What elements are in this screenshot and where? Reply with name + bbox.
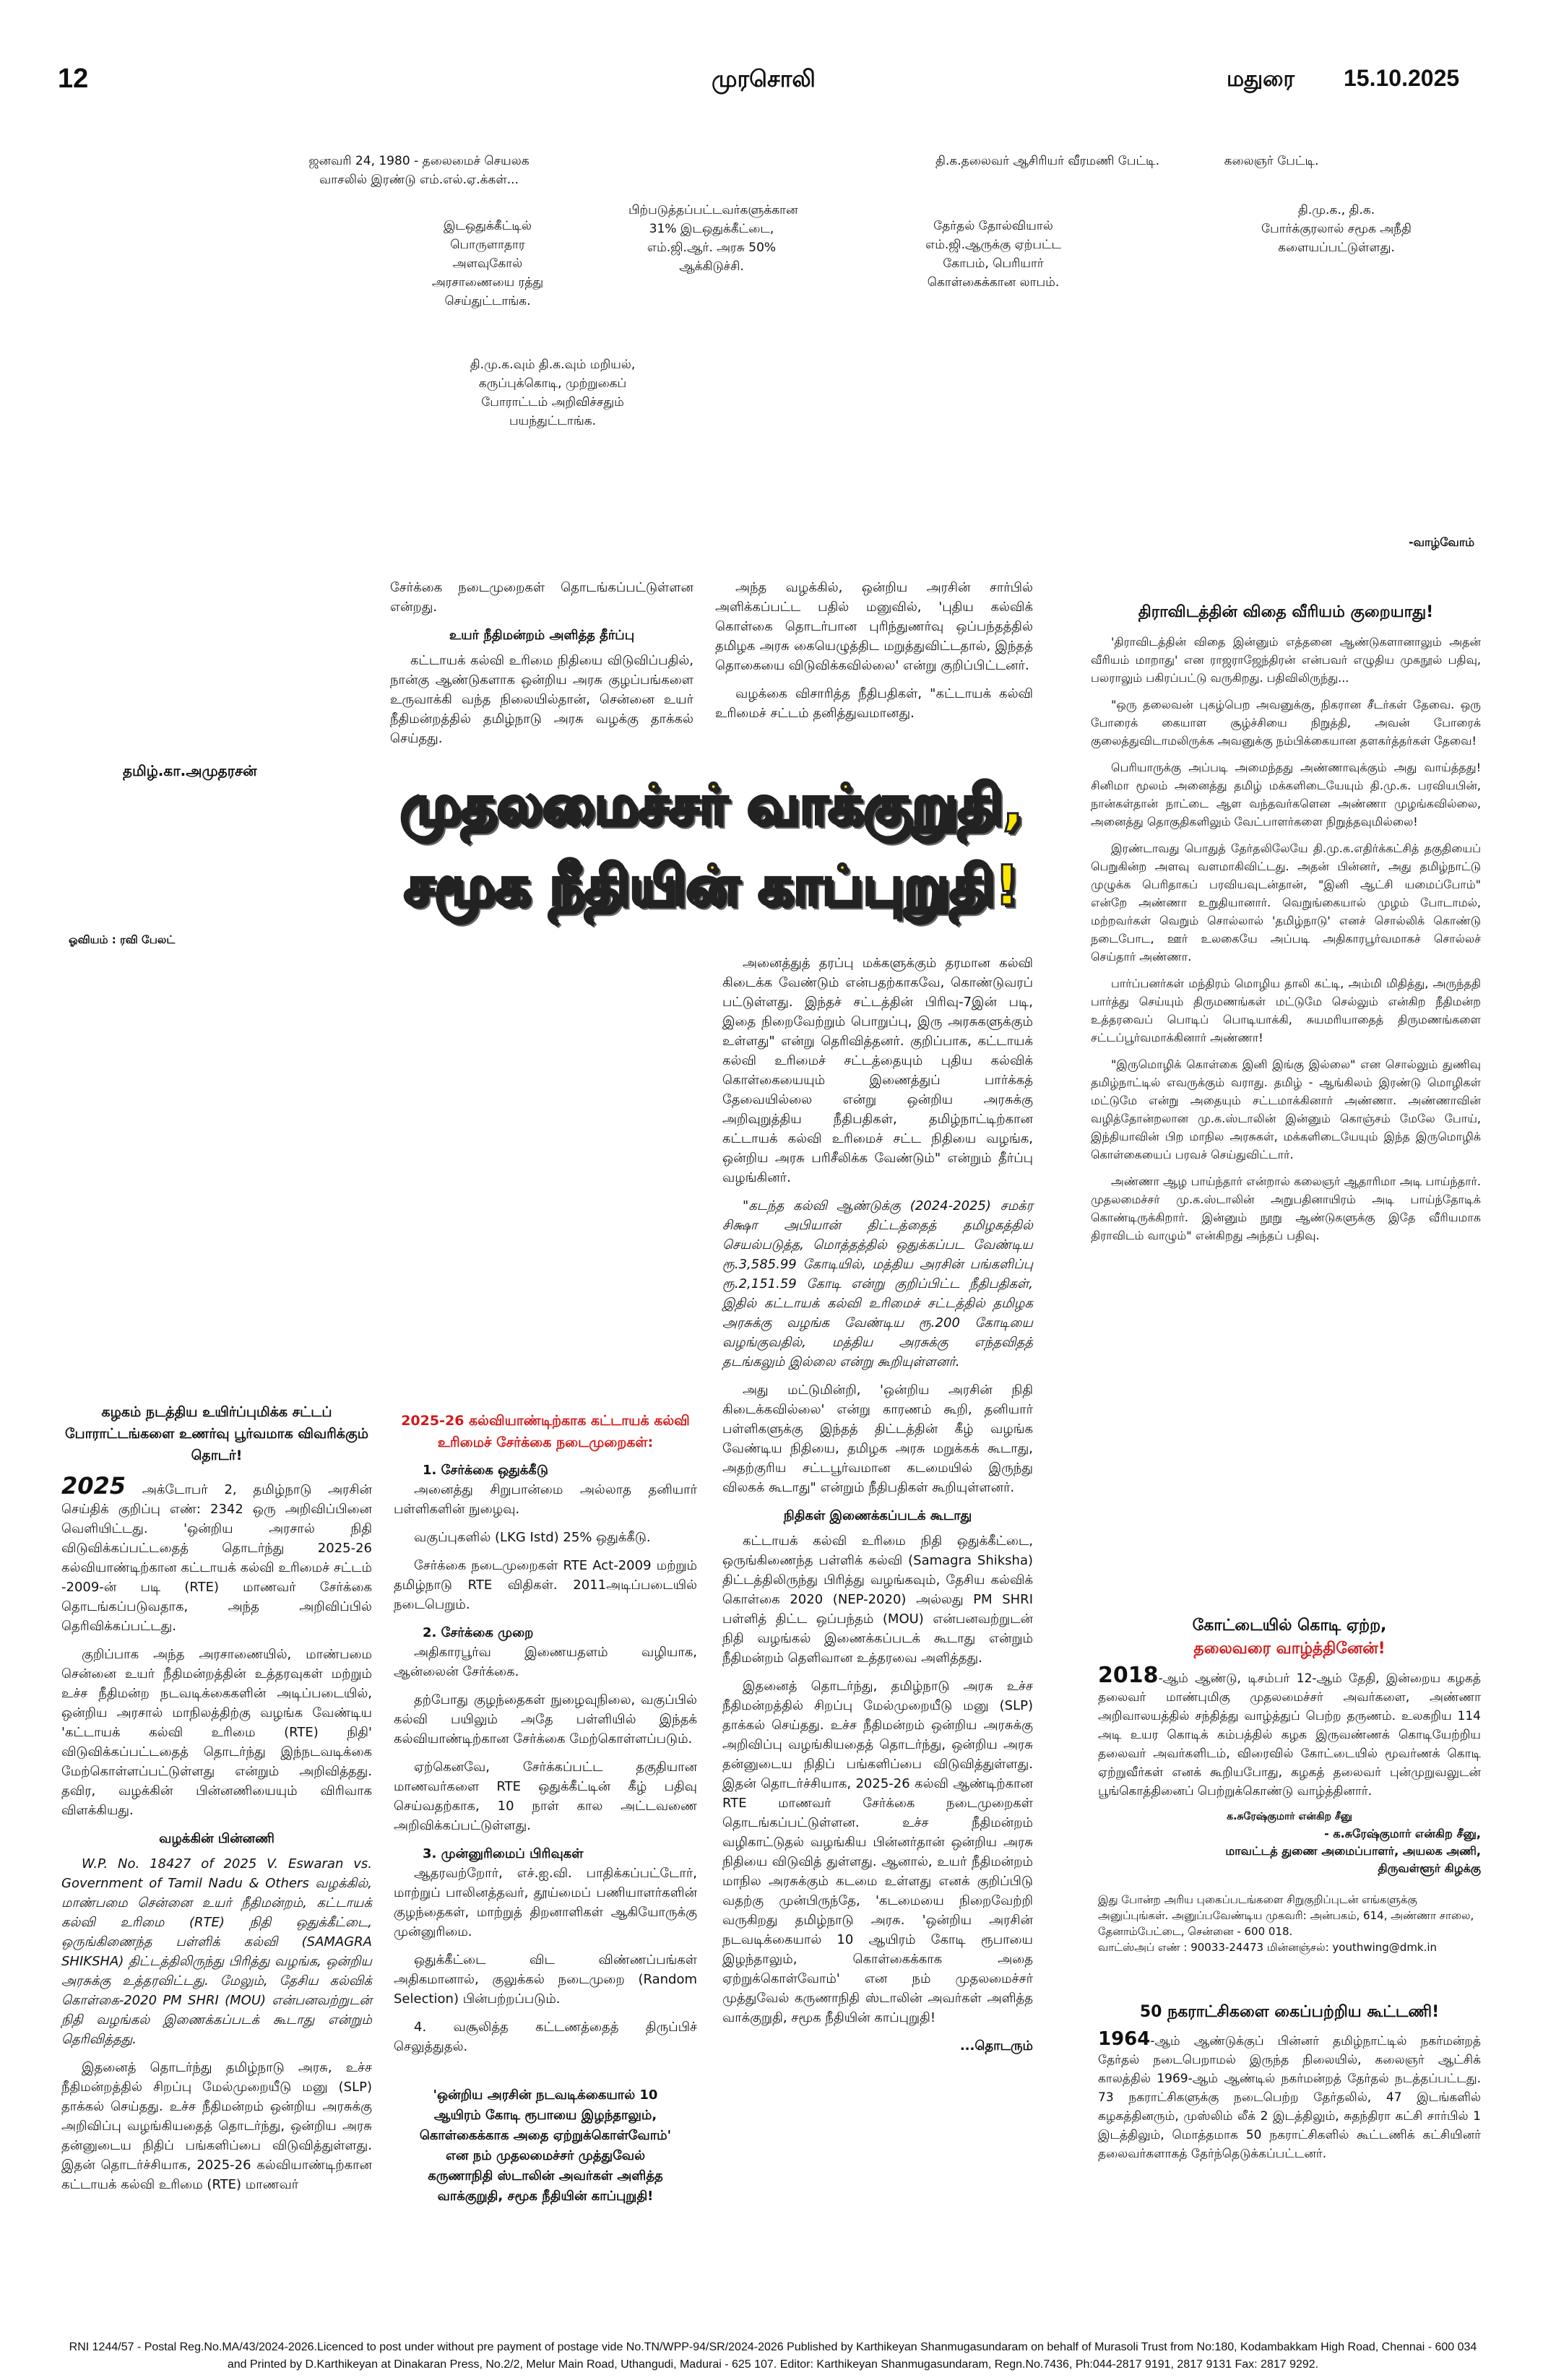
- admission-p1: அனைத்து சிறுபான்மை அல்லாத தனியார் பள்ளிகளின் நுழைவு.: [394, 1482, 697, 1517]
- pull-quote: 'ஒன்றிய அரசின் நடவடிக்கையால் 10 ஆயிரம் கோடி ரூபாயை இழந்தாலும், கொள்கைக்காக அதை ஏற்றுக்கொள்வோம்' என நம் முதலமைச்சர் முத்துவேல் கருணாநிதி ஸ்டாலின் அவர்கள் அளித்த வாக்குறுதி, சமூக நீதியின் காப்புறுதி!: [419, 2087, 672, 2204]
- timeline-caption-3: பிற்படுத்தப்பட்டவர்களுக்கான 31% இடஒதுக்கீட்டை, எம்.ஜி.ஆர். அரசு 50% ஆக்கிடுச்சி.: [628, 203, 798, 274]
- right-mid-note-1: இது போன்ற அரிய புகைப்படங்களை சிறுகுறிப்புடன் எங்களுக்கு அனுப்புங்கள். அனுப்பவேண்டிய முகவரி: அன்பகம், 614, அண்ணா சாலை, தேனாம்பேட்டை, சென்னை - 600 018.: [1098, 1893, 1474, 1938]
- timeline-caption-2: இடஒதுக்கீட்டில் பொருளாதார அளவுகோல் அரசாணையை ரத்து செய்துட்டாங்க.: [431, 219, 544, 308]
- page-number: 12: [58, 64, 89, 94]
- mid-continued: ...தொடரும்: [959, 2038, 1033, 2054]
- right-mid-sig-3: திருவள்ளூர் கிழக்கு: [1378, 1861, 1481, 1875]
- mid-p5: இதனைத் தொடர்ந்து, தமிழ்நாடு அரசு உச்ச நீதிமன்றத்தில் சிறப்பு மேல்முறையீடு மனு (SLP) தாக்கல் செய்தது. உச்ச நீதிமன்றம் ஒன்றிய அரசுக்கு அறிவிப்பு வழங்கியதைத் தொடர்ந்து, ஒன்றிய அரசு தன்னுடைய நிதிப் பங்களிப்பை விடுவித்துள்ளது. இதன் தொடர்ச்சியாக, 2025-26 கல்வி ஆண்டிற்கான RTE மாணவர் சேர்க்கை நடைமுறைகள் தொடங்கப்பட்டுள்ளன. உச்ச நீதிமன்றம் வழிகாட்டுதல் வழங்கிய பின்னர்தான் ஒன்றிய அரசு நிதியை விடுவித் துள்ளது. ஆனால், உயர் நீதிமன்றம் மாநில அரசுக்கும் கடமை உள்ளது எனக் குறிப்பிடு வதற்கு முன்பிருந்தே, 'கடமையை நிறைவேற்றி வருகிறது தமிழ்நாடு அரசு. 'ஒன்றிய அரசின் நடவடிக்கையால் 10 ஆயிரம் கோடி ரூபாயை இழந்தாலும், கொள்கைக்காக அதை ஏற்றுக்கொள்வோம்' என நம் முதலமைச்சர் முத்துவேல் கருணாநிதி ஸ்டாலின் அவர்கள் அளித்த வாக்குறுதி, சமூக நீதியின் காப்புறுதி!: [722, 1679, 1033, 2025]
- right-mid-p: -ஆம் ஆண்டு, டிசம்பர் 12-ஆம் தேதி, இன்றைய கழகத் தலைவர் மாண்புமிகு முதலமைச்சர் அவர்களை, அண்ணா அறிவாலயத்தில் சந்தித்து வாழ்த்துப் பெற்ற தருணம். உலகறிய 114 அடி உயர கொடிக் கம்பத்தில் கழக இருவண்ணக் கொடியேற்றிய தலைவர் அவர்களிடம், விரைவில் கோட்டையில் மூவர்ணக் கொடி ஏற்றுவீர்கள் எனக் கூறியபோது, கழகத் தலைவர் புன்முறுவலுடன் பூங்கொத்தினைப் பெற்றுக்கொண்டு வாழ்த்தினார்.: [1098, 1671, 1481, 1799]
- right-mid-title-2: தலைவரை வாழ்த்தினேன்!: [1193, 1640, 1386, 1658]
- top-left-p1: சேர்க்கை நடைமுறைகள் தொடங்கப்பட்டுள்ளன என்றது.: [390, 580, 693, 615]
- right-top-article: [1091, 601, 1481, 1253]
- paper-name: முரசொலி: [712, 65, 816, 92]
- left-column: [61, 1401, 372, 2203]
- right-bottom-article: [1098, 2001, 1481, 2172]
- right-top-p2: "ஒரு தலைவன் புகழ்பெற அவனுக்கு, நிகரான சீடர்கள் தேவை. ஒரு போரைக் கையாள சூழ்ச்சியை நிறுத்தி, அவன் போரைக் குலைத்துவிடாமலிருக்க அவனுக்கு நம்பிக்கையான தளகர்த்தர்கள் தேவை!: [1091, 698, 1481, 748]
- mid-p2: "கடந்த கல்வி ஆண்டுக்கு (2024-2025) சமக்ர சிக்ஷா அபியான் திட்டத்தைத் தமிழகத்தில் செயல்படுத்த, மொத்தத்தில் ஒதுக்கப்பட வேண்டிய ரூ.3,585.99 கோடியில், மத்திய அரசின் பங்களிப்பு ரூ.2,151.59 கோடி என்று குறிப்பிட்ட நீதிபதிகள், இதில் கட்டாயக் கல்வி உரிமைச் சட்டத்தில் தமிழக அரசுக்கு வழங்க வேண்டிய ரூ.200 கோடியை வழங்குவதில், மத்திய அரசுக்கு எந்தவிதத் தடங்கலும் இல்லை என்று கூறியுள்ளனர்.: [722, 1198, 1033, 1369]
- mid-subhead: நிதிகள் இணைக்கப்படக் கூடாது: [783, 1508, 972, 1523]
- mid-p4: கட்டாயக் கல்வி உரிமை நிதி ஒதுக்கீட்டை, ஒருங்கிணைந்த பள்ளிக் கல்வி (Samagra Shiksha) திட்டத்திலிருந்து பிரித்து வழங்கவும், தேசிய கல்விக் கொள்கை 2020 (NEP-2020) அல்லது PM SHRI பள்ளித் திட்ட ஒப்பந்தம் (MOU) என்பனவற்றுடன் நிதி வழங்கல் இணைக்கப்படக் கூடாது என்றும் நீதிமன்றம் தெளிவான உத்தரவை அளித்தது.: [722, 1533, 1033, 1666]
- top-column-left: [390, 578, 693, 757]
- admission-p7: ஆதரவற்றோர், எச்.ஐ.வி. பாதிக்கப்பட்டோர், மாற்றுப் பாலினத்தவர், தூய்மைப் பணியாளர்களின் குழந்தைகள், மாற்றுத் திறனாளிகள் ஆகியோருக்கு முன்னுரிமை.: [394, 1866, 697, 1939]
- imprint-footer: [51, 2339, 1495, 2373]
- right-mid-sig-1: - க.சுரேஷ்குமார் என்கிற சீனு,: [1324, 1827, 1481, 1840]
- right-mid-article: [1098, 1614, 1481, 1955]
- left-p3: W.P. No. 18427 of 2025 V. Eswaran vs. Government of Tamil Nadu & Others வழக்கில், மாண்பமை சென்னை உயர் நீதிமன்றம், கட்டாயக் கல்வி உரிமை (RTE) நிதி ஒதுக்கீட்டை, ஒருங்கிணைந்த பள்ளிக் கல்வி (SAMAGRA SHIKSHA) திட்டத்திலிருந்து பிரித்து வழங்க, ஒன்றிய அரசுக்கு உத்தரவிட்டது. மேலும், தேசிய கல்விக் கொள்கை-2020 PM SHRI (MOU) என்பனவற்றுடன் நிதி வழங்கல் இணைக்கப்படக் கூடாது என்றும் தெரிவித்தது.: [61, 1856, 372, 2047]
- issue-date: 15.10.2025: [1344, 65, 1460, 91]
- right-bottom-title: 50 நகராட்சிகளை கைப்பற்றிய கூட்டணி!: [1139, 2003, 1440, 2021]
- admission-h1: 1. சேர்க்கை ஒதுக்கீடு: [423, 1463, 548, 1478]
- left-p1: அக்டோபர் 2, தமிழ்நாடு அரசின் செய்திக் குறிப்பு எண்: 2342 ஒரு அறிவிப்பினை வெளியிட்டது. 'ஒன்றிய அரசால் நிதி விடுவிக்கப்பட்டதைத் தொடர்ந்து 2025-26 கல்வியாண்டிற்கான கட்டாயக் கல்வி உரிமைச் சட்டம் -2009-ன் படி (RTE) மாணவர் சேர்க்கை தொடங்கப்படுவதாக, அந்த அறிவிப்பில் தெரிவிக்கப்பட்டது.: [61, 1482, 372, 1634]
- admission-box-title: 2025-26 கல்வியாண்டிற்காக கட்டாயக் கல்வி உரிமைச் சேர்க்கை நடைமுறைகள்:: [401, 1413, 690, 1450]
- timeline-caption-6: தேர்தல் தோல்வியால் எம்.ஜி.ஆருக்கு ஏற்பட்ட கோபம், பெரியார் கொள்கைக்கான லாபம்.: [925, 219, 1062, 290]
- top-left-subhead: உயர் நீதிமன்றம் அளித்த தீர்ப்பு: [449, 628, 635, 643]
- timeline-caption-5: தி.க.தலைவர் ஆசிரியர் வீரமணி பேட்டி.: [935, 154, 1159, 168]
- left-p4: இதனைத் தொடர்ந்து தமிழ்நாடு அரசு, உச்ச நீதிமன்றத்தில் சிறப்பு மேல்முறையீடு மனு (SLP) தாக்கல் செய்தது. உச்ச நீதிமன்றம் ஒன்றிய அரசுக்கு அறிவிப்பு வழங்கியதைத் தொடர்ந்து, ஒன்றிய அரசு தன்னுடைய நிதிப் பங்களிப்பை விடுவித்துள்ளது. இதன் தொடர்ச்சியாக, 2025-26 கல்வியாண்டிற்கான கட்டாயக் கல்வி உரிமை (RTE) மாணவர்: [61, 2060, 372, 2192]
- center-column: [394, 1410, 697, 2207]
- admission-p8: ஒதுக்கீட்டை விட விண்ணப்பங்கள் அதிகமானால், குலுக்கல் நடைமுறை (Random Selection) பின்பற்றப்படும்.: [394, 1952, 697, 2007]
- right-top-p6: "இருமொழிக் கொள்கை இனி இங்கு இல்லை" என சொல்லும் துணிவு தமிழ்நாட்டில் எவருக்கும் வராது. தமிழ் - ஆங்கிலம் இரண்டு மொழிகள் மட்டுமே என்று அதையும் சட்டமாக்கினார் அண்ணா. அண்ணாவின் வழித்தோன்றலான மு.க.ஸ்டாலின் இன்னும் கொஞ்சம் மேலே போய், இந்தியாவின் பிற மாநில அரசுகள், மக்களிடையேயும் இந்த இருமொழிக் கொள்கையைப் பரவச் செய்துவிட்டார்.: [1091, 1057, 1481, 1161]
- photo-tag-2: என்கிற சீனு: [1298, 1811, 1352, 1822]
- photo-tag-1: க.சுரேஷ்குமார்: [1227, 1811, 1295, 1822]
- right-bottom-lead-year: 1964: [1098, 2028, 1151, 2050]
- mid-p3: அது மட்டுமின்றி, 'ஒன்றிய அரசின் நிதி கிடைக்கவில்லை' என்று காரணம் கூறி, தனியார் பள்ளிகளுக்கு இந்தத் திட்டத்தின் கீழ் வழங்க வேண்டிய நிதியை, தமிழக அரசு மறுக்கக் கூடாது, அதற்குரிய சட்டபூர்வமான கடமையில் இருந்து விலகக் கூடாது" என்றும் நீதிபதிகள் கூறியுள்ளனர்.: [722, 1382, 1033, 1495]
- imprint-line-1: RNI 1244/57 - Postal Reg.No.MA/43/2024-2026.Licenced to post under without pre payment of postage vide No.TN/WPP-94/SR/2024-2026 Published by Karthikeyan Shanmugasundaram on behalf of Murasoli Trust from No:180, Kodambakkam High Road, Chennai - 600 034: [69, 2341, 1477, 2353]
- top-right-p2: வழக்கை விசாரித்த நீதிபதிகள், "கட்டாயக் கல்வி உரிமைச் சட்டம் தனித்துவமானது.: [715, 686, 1033, 721]
- mid-p1: அனைத்துத் தரப்பு மக்களுக்கும் தரமான கல்வி கிடைக்க வேண்டும் என்பதற்காகவே, கொண்டுவரப் பட்டுள்ளது. இந்தச் சட்டத்தின் பிரிவு-7இன் படி, இதை நிறைவேற்றும் பொறுப்பு, இரு அரசுகளுக்கும் உள்ளது" என்று தெரிவித்தனர். குறிப்பாக, கட்டாயக் கல்வி உரிமைச் சட்டத்தையும் புதிய கல்விக் கொள்கையையும் இணைத்துப் பார்க்கத் தேவையில்லை என்று ஒன்றிய அரசுக்கு அறிவுறுத்திய நீதிபதிகள், தமிழ்நாட்டிற்கான கட்டாயக் கல்வி உரிமைச் சட்ட நிதியை வழங்க, ஒன்றிய அரசு பரிசீலிக்க வேண்டும்" என்றும் தீர்ப்பு வழங்கினர்.: [722, 956, 1033, 1185]
- right-top-title: திராவிடத்தின் விதை வீரியம் குறையாது!: [1138, 603, 1434, 621]
- imprint-line-2: and Printed by D.Karthikeyan at Dinakaran Press, No.2/2, Melur Main Road, Uthangudi, Madurai - 625 107. Editor: Karthikeyan Shanmugasundaram, Regn.No.7436, Ph:044-2817 9191, 2817 9131 Fax: 2817 9292.: [227, 2358, 1319, 2371]
- series-title: கழகம் நடத்திய உயிர்ப்புமிக்க சட்டப் போராட்டங்களை உணர்வு பூர்வமாக விவரிக்கும் தொடர்!: [64, 1404, 369, 1463]
- admission-p5: தற்போது குழந்தைகள் நுழைவுநிலை, வகுப்பில் கல்வி பயிலும் அதே பள்ளியில் இந்தக் கல்வியாண்டிற்கான சேர்க்கை மேற்கொள்ளப்படும்.: [394, 1692, 697, 1747]
- right-mid-title-1: கோட்டையில் கொடி ஏற்ற,: [1192, 1617, 1387, 1635]
- headline-line-2: சமூக நீதியின் காப்புறுதி!: [403, 853, 1020, 917]
- admission-p4: அதிகாரபூர்வ இணையதளம் வழியாக, ஆன்லைன் சேர்க்கை.: [394, 1645, 697, 1679]
- right-top-p4: இரண்டாவது பொதுத் தேர்தலிலேயே தி.மு.க.எதிர்க்கட்சித் தகுதியைப் பெறுகின்ற அளவு வளமாகிவிட்டது. அதன் பின்னர், அது தமிழ்நாட்டு முழுக்க பெரிதாகப் பரவியவுடன்தான், "இனி ஆட்சி யமைப்போம்" என்றே அண்ணா உறுதியானார். வெறுங்கையால் முழம் போடாமல், மற்றவர்கள் வெறும் சொல்லால் 'தமிழ்நாடு' எனச் சொல்லிக் கொண்டு நடைபோட, ஊர் உலகையே அப்படி அதிகாரபூர்வமாகச் சொல்லச் செய்தார் அண்ணா.: [1091, 841, 1481, 964]
- byline: தமிழ்.கா.அமுதரசன்: [123, 762, 257, 779]
- admission-p2: வகுப்புகளில் (LKG Istd) 25% ஒதுக்கீடு.: [414, 1530, 651, 1545]
- timeline-caption-1: ஜனவரி 24, 1980 - தலைமைச் செயலக வாசலில் இரண்டு எம்.எல்.ஏ.க்கள்...: [308, 154, 530, 187]
- timeline-signoff: -வாழ்வோம்: [1409, 535, 1475, 549]
- top-column-right: [715, 578, 1033, 732]
- admission-p9: 4. வசூலித்த கட்டணத்தைத் திருப்பிச் செலுத்துதல்.: [394, 2020, 697, 2054]
- left-p2: குறிப்பாக அந்த அரசாணையில், மாண்பமை சென்னை உயர் நீதிமன்றத்தின் உத்தரவுகள் மற்றும் உச்ச நீதிமன்ற நடவடிக்கைகளின் அடிப்படையில், ஒன்றிய அரசால் மாநிலத்திற்கு வழங்க வேண்டிய 'கட்டாயக் கல்வி உரிமை (RTE) நிதி' விடுவிக்கப்பட்டதைத் தொடர்ந்து இந்நடவடிக்கை மேற்கொள்ளப்பட்டுள்ளது என்றும் அறிவித்தது. தவிர, வழக்கின் பின்னணியையும் விரிவாக விளக்கியது.: [61, 1647, 372, 1818]
- timeline-caption-7: கலைஞர் பேட்டி.: [1224, 154, 1319, 168]
- right-mid-sig-2: மாவட்டத் துணை அமைப்பாளர், அயலக அணி,: [1225, 1844, 1481, 1858]
- top-left-p2: கட்டாயக் கல்வி உரிமை நிதியை விடுவிப்பதில், நான்கு ஆண்டுகளாக ஒன்றிய அரசு குழப்பங்களை உருவாக்கி வந்த நிலையில்தான், சென்னை உயர் நீதிமன்றத்தில் தமிழ்நாடு அரசு வழக்கு தாக்கல் செய்தது.: [390, 653, 693, 746]
- artist-credit: ஓவியம் : ரவி பேலட்: [69, 933, 176, 946]
- admission-p6: ஏற்கெனவே, சேர்க்கப்பட்ட தகுதியான மாணவர்களை RTE ஒதுக்கீட்டின் கீழ் பதிவு செய்வதற்காக, 10 நாள் கால அட்டவணை அறிவிக்கப்பட்டுள்ளது.: [394, 1760, 697, 1833]
- admission-p3: சேர்க்கை நடைமுறைகள் RTE Act-2009 மற்றும் தமிழ்நாடு RTE விதிகள். 2011அடிப்படையில் நடைபெறும்.: [394, 1558, 697, 1612]
- admission-h2: 2. சேர்க்கை முறை: [423, 1625, 534, 1640]
- right-top-p5: பார்ப்பனர்கள் மந்திரம் மொழிய தாலி கட்டி, அம்மி மிதித்து, அருந்ததி பார்த்து செய்யும் திருமணங்கள் மட்டுமே செல்லும் என்கிற நீதிமன்ற உத்தரவைப் பொடிப் பொடியாக்கி, சுயமரியாதைத் திருமணங்களை சட்டப்பூர்வமாக்கினார் அண்ணா!: [1091, 977, 1481, 1044]
- middle-column: [722, 953, 1033, 2056]
- left-lead-year: 2025: [61, 1472, 126, 1500]
- headline-line-1: முதலமைச்சர் வாக்குறுதி,: [399, 772, 1024, 836]
- right-top-p7: அண்ணா ஆழ பாய்ந்தார் என்றால் கலைஞர் ஆதாரிமா அடி பாய்ந்தார். முதலமைச்சர் மு.க.ஸ்டாலின் அறுபதினாயிரம் அடி பாய்ந்தோடிக் கொண்டிருக்கிறார். இன்னும் நூறு ஆண்டுகளுக்கு இதே வீரியமாக திராவிடம் வாழும்" என்கிறது அந்தப் பதிவு.: [1091, 1174, 1481, 1242]
- top-right-p1: அந்த வழக்கில், ஒன்றிய அரசின் சார்பில் அளிக்கப்பட்ட பதில் மனுவில், 'புதிய கல்விக் கொள்கை தொடர்பான புரிந்துணர்வு ஒப்பந்தத்தில் தமிழக அரசு கையெழுத்திட மறுத்துவிட்டதால், இந்தத் தொகையை விடுவிக்கவில்லை' என்று குறிப்பிட்டனர்.: [715, 580, 1033, 673]
- main-headline: [376, 764, 1047, 926]
- timeline-caption-4: தி.மு.க.வும் தி.க.வும் மறியல், கருப்புக்கொடி, முற்றுகைப் போராட்டம் அறிவிச்சதும் பயந்துட்டாங்க.: [470, 358, 636, 428]
- right-top-p3: பெரியாருக்கு அப்படி அமைந்தது அண்ணாவுக்கும் அது வாய்த்தது! சினிமா மூலம் அனைத்து தமிழ் மக்களிடையேயும் தி.மு.க. பரவியபின், நான்கள்தான் நாட்டை ஆள வந்தவர்களென அண்ணா முழங்கவில்லை, அனைத்து தொகுதிகளிலும் வேட்பாளர்களை நிறுத்தவுமில்லை!: [1091, 761, 1481, 828]
- right-bottom-p: -ஆம் ஆண்டுக்குப் பின்னர் தமிழ்நாட்டில் நகர்மன்றத் தேர்தல் நடைபெறாமல் இருந்த நிலையில், கலைஞர் ஆட்சிக் காலத்தில் 1969-ஆம் ஆண்டில் நகர்மன்றத் தேர்தல் நடத்தப்பட்டது. 73 நகராட்சிகளுக்கு நடைபெற்ற தேர்தலில், 47 இடங்களில் கழகத்தினரும், முஸ்லிம் லீக் 2 இடத்திலும், சுதந்திரா கட்சி சார்பில் 1 இடத்திலும், மொத்தமாக 50 நகராட்சிகளில் கூட்டணிக் கட்சியினர் தலைவர்களாகத் தேர்ந்தெடுக்கப்பட்டனர்.: [1098, 2034, 1481, 2161]
- admission-h3: 3. முன்னுரிமைப் பிரிவுகள்: [423, 1846, 584, 1861]
- left-subhead: வழக்கின் பின்னணி: [159, 1831, 275, 1846]
- right-mid-note-2: வாட்ஸ்அப் எண் : 90033-24473 மின்னஞ்சல்: youthwing@dmk.in: [1098, 1941, 1438, 1954]
- right-top-p1: 'திராவிடத்தின் விதை இன்னும் எத்தனை ஆண்டுகளானாலும் அதன் வீரியம் மாறாது' என ராஜராஜேந்திரன் என்பவர் எழுதிய முகநூல் பதிவு, பலராலும் பகிரப்பட்டு வருகிறது. பதிவிலிருந்து...: [1091, 635, 1481, 685]
- edition-city: மதுரை: [1227, 66, 1295, 92]
- timeline-caption-8: தி.மு.க., தி.க. போர்க்குரலால் சமூக அநீதி களையப்பட்டுள்ளது.: [1261, 203, 1412, 255]
- right-mid-lead-year: 2018: [1098, 1663, 1159, 1688]
